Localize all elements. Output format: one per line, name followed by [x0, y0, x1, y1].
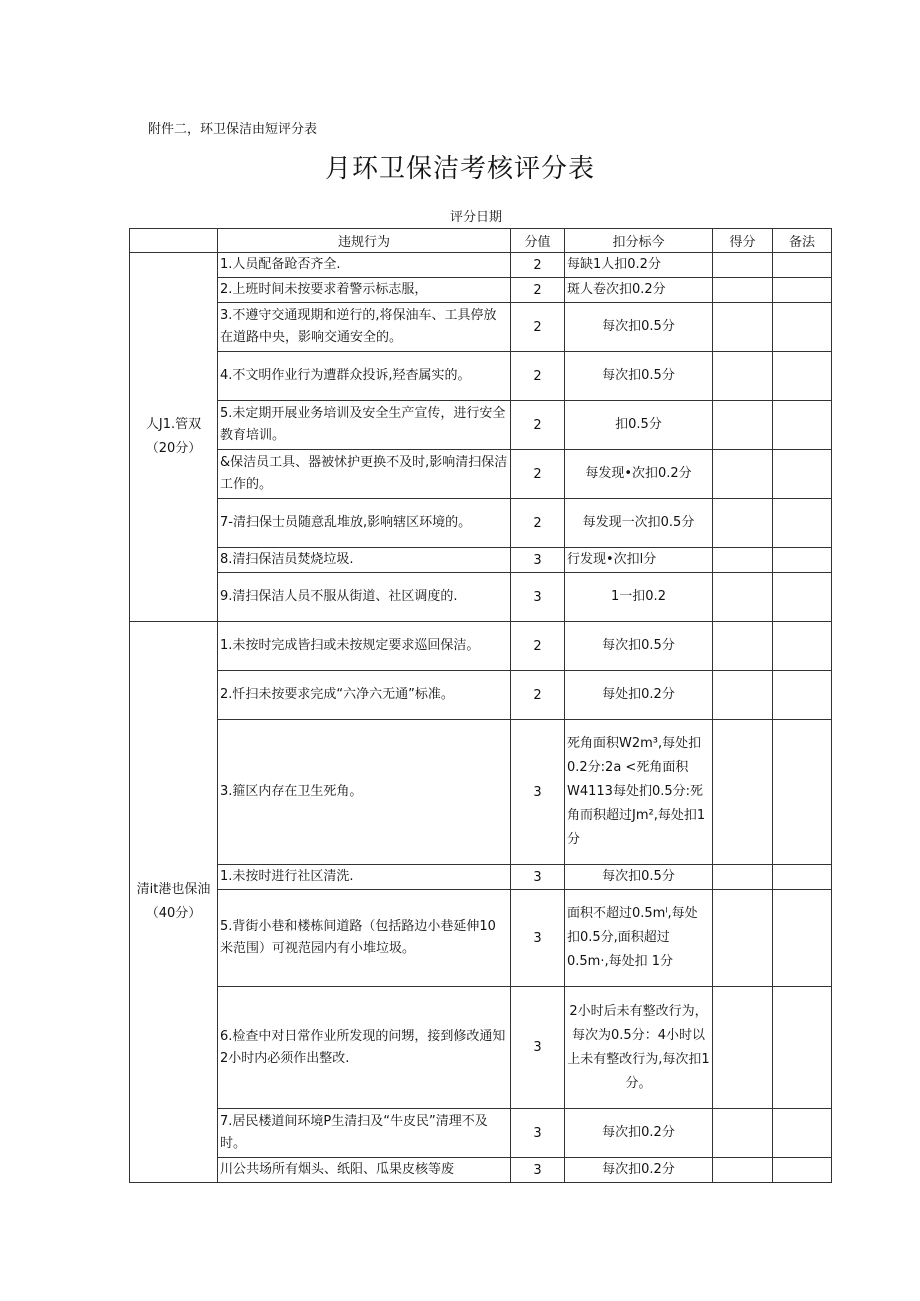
score-cell [713, 1158, 773, 1183]
table-row [130, 548, 832, 573]
points-value: 2 [511, 303, 565, 352]
deduction-rule: 每次扣0.5分 [565, 865, 713, 890]
table-header-row [130, 229, 832, 253]
category-score: （20分） [145, 441, 202, 456]
deduction-rule: 每次扣0.2分 [565, 1158, 713, 1183]
remarks-cell [773, 352, 832, 401]
table-row [130, 865, 832, 890]
table-row [130, 622, 832, 671]
table-row [130, 573, 832, 622]
violation-item: 5.背街小巷和楼栋间道路（包括路边小巷延伸10米范围）可视范园内有小堆垃圾。 [218, 890, 511, 987]
violation-item: 1.未按时完成皆扫或未按规定要求巡回保洁。 [218, 622, 511, 671]
remarks-cell [773, 253, 832, 278]
table-row [130, 987, 832, 1109]
points-value: 3 [511, 865, 565, 890]
violation-item: 2.上班时间未按要求着警示标志服， [218, 278, 511, 303]
page-title: 月环卫保洁考核评分表 [324, 154, 595, 184]
category-cell [130, 253, 218, 622]
points-value: 2 [511, 253, 565, 278]
violation-item: 3.不遵守交通现期和逆行的,将保油车、工具停放在道路中央，影响交通安全的。 [218, 303, 511, 352]
score-cell [713, 720, 773, 865]
violation-item: 7.居民楼道间环境P生清扫及“牛皮民”清理不及时。 [218, 1109, 511, 1158]
category-score: （40分） [145, 906, 202, 921]
points-value: 2 [511, 401, 565, 450]
column-header-score: 得分 [713, 229, 773, 253]
score-cell [713, 499, 773, 548]
score-table [129, 228, 832, 1183]
column-header-points: 分值 [511, 229, 565, 253]
category-name: 清it港也保油 [136, 882, 211, 897]
violation-item: &保洁员工具、器被怵护更换不及时,影响清扫保洁工作的。 [218, 450, 511, 499]
points-value: 2 [511, 499, 565, 548]
remarks-cell [773, 865, 832, 890]
violation-item: 川公共场所有烟头、纸阳、瓜果皮核等废 [218, 1158, 511, 1183]
points-value: 2 [511, 278, 565, 303]
remarks-cell [773, 890, 832, 987]
remarks-cell [773, 720, 832, 865]
score-cell [713, 865, 773, 890]
violation-item: 1.人员配备跄否齐全. [218, 253, 511, 278]
score-cell [713, 352, 773, 401]
violation-item: 1.未按时进行社区清洗. [218, 865, 511, 890]
points-value: 3 [511, 1158, 565, 1183]
table-row [130, 303, 832, 352]
remarks-cell [773, 450, 832, 499]
category-name: 人J1.管双 [145, 417, 202, 432]
points-value: 3 [511, 720, 565, 865]
violation-item: 8.清扫保洁员焚烧垃圾. [218, 548, 511, 573]
violation-item: 4.不文明作业行为遭群众投诉,羟杳属实的。 [218, 352, 511, 401]
points-value: 3 [511, 987, 565, 1109]
remarks-cell [773, 548, 832, 573]
deduction-rule: 面积不超过0.5mˡ,每处扣0.5分,面积超过0.5m·,每处扣 1分 [565, 890, 713, 987]
violation-item: 5.未定期开展业务培训及安全生产宣传，进行安全教育培训。 [218, 401, 511, 450]
column-header-violation: 违规行为 [218, 229, 511, 253]
table-row [130, 1158, 832, 1183]
table-row [130, 890, 832, 987]
column-header-deduction-rule: 扣分标今 [565, 229, 713, 253]
remarks-cell [773, 499, 832, 548]
score-cell [713, 987, 773, 1109]
deduction-rule: 每缺1人扣0.2分 [565, 253, 713, 278]
points-value: 2 [511, 352, 565, 401]
score-cell [713, 401, 773, 450]
category-cell [130, 622, 218, 1183]
table-row [130, 401, 832, 450]
points-value: 2 [511, 622, 565, 671]
deduction-rule: 1一扣0.2 [565, 573, 713, 622]
violation-item: 9.清扫保洁人员不服从街道、社区调度的. [218, 573, 511, 622]
remarks-cell [773, 278, 832, 303]
points-value: 3 [511, 1109, 565, 1158]
date-label: 评分日期 [450, 210, 503, 225]
points-value: 2 [511, 450, 565, 499]
table-row [130, 720, 832, 865]
column-header-category [130, 229, 218, 253]
table-row [130, 1109, 832, 1158]
points-value: 3 [511, 890, 565, 987]
deduction-rule: 2小时后未有整改行为，每次为0.5分：4小时以上未有整改行为,每次扣1分。 [565, 987, 713, 1109]
points-value: 2 [511, 671, 565, 720]
table-row [130, 499, 832, 548]
deduction-rule: 每发现•次扣0.2分 [565, 450, 713, 499]
violation-item: 2.忏扫未按要求完成“六净六无通”标准。 [218, 671, 511, 720]
table-row [130, 450, 832, 499]
score-cell [713, 671, 773, 720]
score-cell [713, 450, 773, 499]
points-value: 3 [511, 548, 565, 573]
points-value: 3 [511, 573, 565, 622]
remarks-cell [773, 622, 832, 671]
deduction-rule: 每次扣0.5分 [565, 352, 713, 401]
column-header-remarks: 备法 [773, 229, 832, 253]
remarks-cell [773, 401, 832, 450]
remarks-cell [773, 573, 832, 622]
score-cell [713, 253, 773, 278]
deduction-rule: 斑人卷次扣0.2分 [565, 278, 713, 303]
deduction-rule: 死角面积W2m³,每处扣0.2分:2a <死角面积W4113每处扪0.5分:死角而积超过Jm²,每处扣1分 [565, 720, 713, 865]
remarks-cell [773, 1158, 832, 1183]
deduction-rule: 每次扣0.2分 [565, 1109, 713, 1158]
attachment-line: 附件二，环卫保洁由短评分表 [148, 122, 318, 137]
violation-item: 3.箍区内存在卫生死角。 [218, 720, 511, 865]
remarks-cell [773, 303, 832, 352]
remarks-cell [773, 1109, 832, 1158]
table-row [130, 253, 832, 278]
score-cell [713, 622, 773, 671]
table-row [130, 352, 832, 401]
deduction-rule: 行发现•次扣l分 [565, 548, 713, 573]
deduction-rule: 扣0.5分 [565, 401, 713, 450]
deduction-rule: 每处扣0.2分 [565, 671, 713, 720]
table-row [130, 278, 832, 303]
violation-item: 7-清扫保士员随意乱堆放,影响辖区环境的。 [218, 499, 511, 548]
score-cell [713, 303, 773, 352]
deduction-rule: 每次扣0.5分 [565, 622, 713, 671]
score-cell [713, 890, 773, 987]
score-cell [713, 573, 773, 622]
remarks-cell [773, 987, 832, 1109]
score-cell [713, 278, 773, 303]
score-cell [713, 548, 773, 573]
deduction-rule: 每发现一次扣0.5分 [565, 499, 713, 548]
table-row [130, 671, 832, 720]
remarks-cell [773, 671, 832, 720]
deduction-rule: 每次扣0.5分 [565, 303, 713, 352]
violation-item: 6.检查中对日常作业所发现的问甥，接到修改通知2小时内必须作出整改. [218, 987, 511, 1109]
score-cell [713, 1109, 773, 1158]
